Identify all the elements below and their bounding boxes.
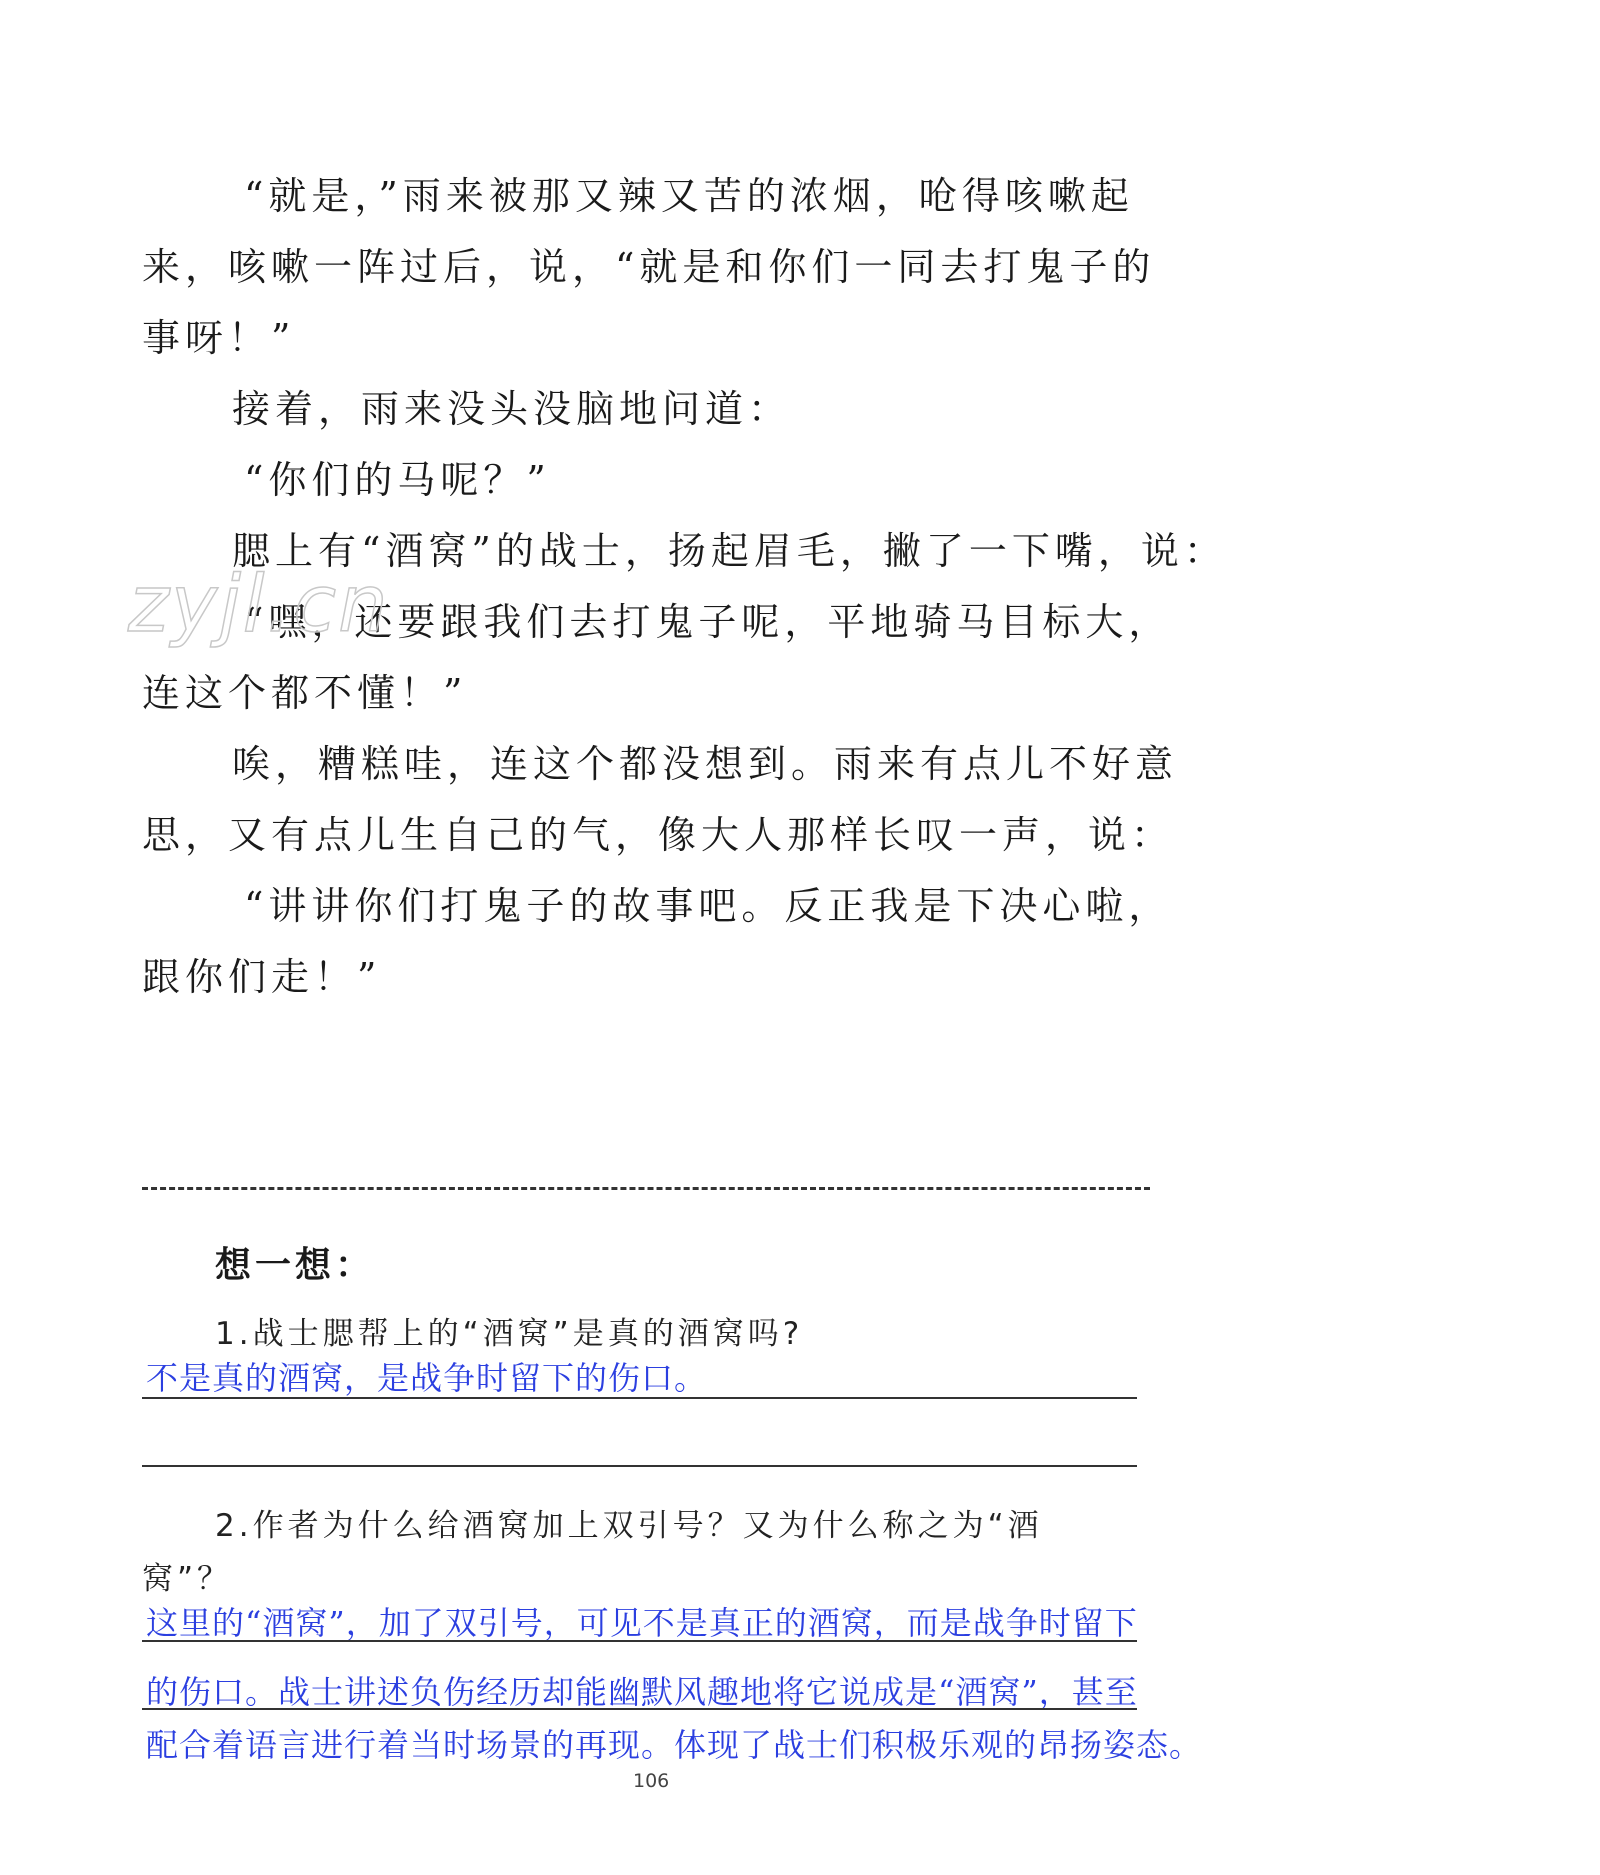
exercise-title: 想一想：: [215, 1245, 376, 1286]
section-divider: [142, 1187, 1150, 1190]
passage-line-7: “嘿，还要跟我们去打鬼子呢，平地骑马目标大，: [244, 600, 1172, 644]
answer-2-line-2: 的伤口。战士讲述负伤经历却能幽默风趣地将它说成是“酒窝”，甚至: [146, 1673, 1138, 1711]
answer-2-line-1: 这里的“酒窝”，加了双引号，可见不是真正的酒窝，而是战争时留下: [146, 1604, 1138, 1642]
answer-2-line-3: 配合着语言进行着当时场景的再现。体现了战士们积极乐观的昂扬姿态。: [146, 1726, 1203, 1764]
passage-line-9: 唉，糟糕哇，连这个都没想到。雨来有点儿不好意: [232, 742, 1179, 786]
question-1: 1.战士腮帮上的“酒窝”是真的酒窝吗?: [215, 1316, 804, 1352]
passage-line-5: “你们的马呢？”: [244, 458, 551, 502]
passage-line-12: 跟你们走！”: [142, 955, 382, 999]
passage-line-10: 思，又有点儿生自己的气，像大人那样长叹一声，说：: [142, 813, 1175, 857]
watermark: zyjl.cn: [128, 560, 390, 650]
answer-line-1: [142, 1397, 1137, 1399]
passage-line-1: “就是，”雨来被那又辣又苦的浓烟，呛得咳嗽起: [244, 174, 1134, 218]
passage-line-8: 连这个都不懂！”: [142, 671, 468, 715]
answer-1: 不是真的酒窝，是战争时留下的伤口。: [146, 1359, 708, 1397]
passage-line-4: 接着，雨来没头没脑地问道：: [232, 387, 792, 431]
page-number: 106: [633, 1770, 670, 1792]
answer-line-4: [142, 1708, 1137, 1710]
passage-line-3: 事呀！”: [142, 316, 296, 360]
passage-line-2: 来，咳嗽一阵过后，说，“就是和你们一同去打鬼子的: [142, 245, 1156, 289]
passage-line-6: 腮上有“酒窝”的战士，扬起眉毛，撇了一下嘴，说：: [232, 529, 1227, 573]
answer-line-3: [142, 1640, 1137, 1642]
question-2-line-2: 窝”？: [142, 1561, 233, 1597]
question-2-line-1: 2.作者为什么给酒窝加上双引号？又为什么称之为“酒: [215, 1508, 1043, 1544]
passage-line-11: “讲讲你们打鬼子的故事吧。反正我是下决心啦，: [244, 884, 1172, 928]
answer-line-2: [142, 1465, 1137, 1467]
